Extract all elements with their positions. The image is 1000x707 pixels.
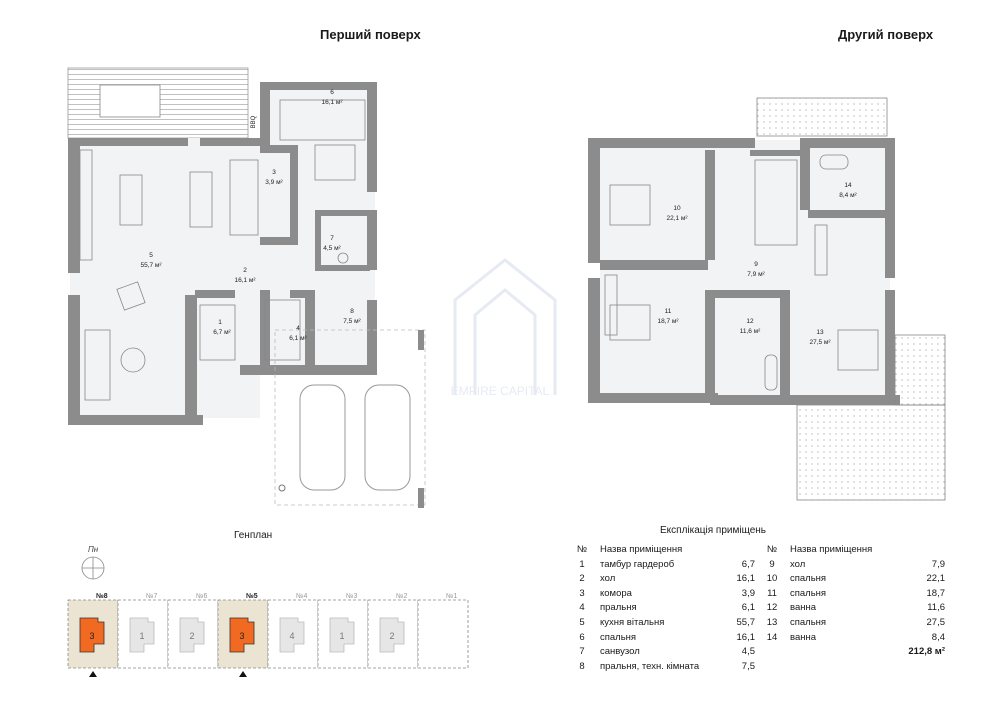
house-type-label: 2 <box>389 631 395 641</box>
site-lot-3 <box>168 593 218 668</box>
table-row: 10 спальня 22,1 <box>766 573 945 585</box>
svg-text:11,6 м²: 11,6 м² <box>739 328 761 335</box>
site-lot-6 <box>318 593 368 668</box>
lot-marker-icon <box>89 671 97 677</box>
svg-text:13: 13 <box>816 329 824 336</box>
site-plan-drawing <box>0 0 480 707</box>
table-row: 7 санвузол 4,5 <box>579 646 755 658</box>
table-row: 12 ванна 11,6 <box>766 602 945 614</box>
svg-text:8: 8 <box>350 308 354 315</box>
explication-title: Експлікація приміщень <box>660 525 766 536</box>
svg-text:14: 14 <box>844 182 852 189</box>
lot-number-label: №5 <box>246 593 258 600</box>
table-row: 1 тамбур гардероб 6,7 <box>579 558 755 570</box>
svg-text:6,1 м²: 6,1 м² <box>289 335 307 342</box>
watermark-text: EMPIRE CAPITAL <box>450 384 550 398</box>
svg-text:3: 3 <box>272 169 276 176</box>
table-row: 8 пральня, техн. кімната 7,5 <box>579 660 755 672</box>
svg-text:27,5 м²: 27,5 м² <box>809 339 831 346</box>
first-floor-title: Перший поверх <box>320 27 421 42</box>
svg-text:2: 2 <box>243 267 247 274</box>
house-type-label: 1 <box>339 631 345 641</box>
svg-text:8,4 м²: 8,4 м² <box>839 192 857 199</box>
compass-icon <box>82 545 104 579</box>
lot-number-label: №1 <box>446 593 458 600</box>
table-row: 6 спальня 16,1 <box>579 631 755 643</box>
site-lot-2 <box>118 593 168 668</box>
svg-text:10: 10 <box>673 205 681 212</box>
svg-text:7,5 м²: 7,5 м² <box>343 318 361 325</box>
lot-number-label: №3 <box>346 593 358 600</box>
table-row: 2 хол 16,1 <box>579 573 755 585</box>
site-lot-1 <box>68 592 118 677</box>
svg-text:16,1 м²: 16,1 м² <box>234 277 256 284</box>
table-row: 14 ванна 8,4 <box>766 631 945 643</box>
svg-text:18,7 м²: 18,7 м² <box>657 318 679 325</box>
site-plan-title: Генплан <box>234 530 273 541</box>
house-type-label: 2 <box>189 631 195 641</box>
svg-text:6: 6 <box>330 89 334 96</box>
balcony-top <box>757 98 887 136</box>
site-lot-8 <box>418 593 468 668</box>
table-row: 4 пральня 6,1 <box>579 602 755 614</box>
second-floor-title: Другий поверх <box>838 27 934 42</box>
house-type-label: 3 <box>239 631 245 641</box>
bbq-label: BBQ <box>251 115 257 129</box>
lot-number-label: №8 <box>96 593 108 600</box>
svg-text:22,1 м²: 22,1 м² <box>666 215 688 222</box>
svg-text:7: 7 <box>330 235 334 242</box>
svg-text:7,9 м²: 7,9 м² <box>747 271 765 278</box>
explication-table-right: № Назва приміщення 9 хол 7,9 10 спальня 22,1 11 спальня 18,7 12 ванна 11,6 13 спальня 27,5 14 ванна 8,4 212,8 м² <box>762 543 947 660</box>
table-row: 13 спальня 27,5 <box>766 616 945 628</box>
svg-text:12: 12 <box>746 318 754 325</box>
second-floor-plan <box>588 98 945 500</box>
house-type-label: 1 <box>139 631 145 641</box>
lot-number-label: №6 <box>196 593 208 600</box>
svg-text:5: 5 <box>149 252 153 259</box>
table-row: 5 кухня вітальня 55,7 <box>579 616 755 628</box>
house-type-label: 3 <box>89 631 95 641</box>
table-row: 11 спальня 18,7 <box>767 587 945 599</box>
lot-number-label: №7 <box>146 593 158 600</box>
svg-text:16,1 м²: 16,1 м² <box>321 99 343 106</box>
svg-text:4,5 м²: 4,5 м² <box>323 245 341 252</box>
balcony-bottom <box>797 405 945 500</box>
lot-number-label: №2 <box>396 593 408 600</box>
svg-text:6,7 м²: 6,7 м² <box>213 329 231 336</box>
site-lot-4 <box>218 592 268 677</box>
svg-text:4: 4 <box>296 325 300 332</box>
svg-text:11: 11 <box>664 308 672 315</box>
explication-table-left: № Назва приміщення 1 тамбур гардероб 6,7 2 хол 16,1 3 комора 3,9 4 пральня 6,1 5 кухня вітальня 55,7 6 спальня 16,1 7 санвузол 4,5 8 пральня, техн. кімната 7,5 <box>572 543 757 674</box>
terrace-right <box>895 335 945 405</box>
svg-text:Пн: Пн <box>88 545 99 554</box>
lot-marker-icon <box>239 671 247 677</box>
house-type-label: 4 <box>289 631 295 641</box>
table-row: 9 хол 7,9 <box>769 558 945 570</box>
table-row: 3 комора 3,9 <box>579 587 755 599</box>
site-lot-7 <box>368 593 418 668</box>
lot-number-label: №4 <box>296 593 308 600</box>
svg-text:3,9 м²: 3,9 м² <box>265 179 283 186</box>
table-total: 212,8 м² <box>908 646 945 658</box>
site-lot-5 <box>268 593 318 668</box>
svg-text:9: 9 <box>754 261 758 268</box>
svg-text:55,7 м²: 55,7 м² <box>140 262 162 269</box>
svg-text:1: 1 <box>218 319 222 326</box>
